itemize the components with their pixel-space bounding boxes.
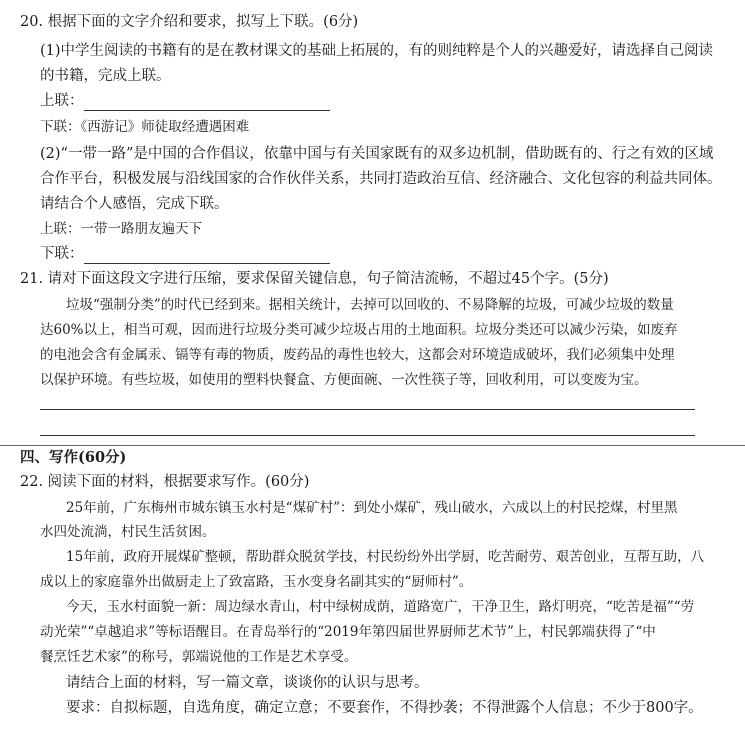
q21-passage-line1: 垃圾“强制分类”的时代已经到来。据相关统计，去掉可以回收的、不易降解的垃圾，可减少垃圾的数量 [66,297,674,313]
q22-material-a-line1: 25年前，广东梅州市城东镇玉水村是“煤矿村”：到处小煤矿，残山破水，六成以上的村民挖煤，村里黑 [66,500,678,516]
q21-passage-line4: 以保护环境。有些垃圾，如使用的塑料快餐盒、方便面碗、一次性筷子等，回收利用，可以变废为宝。 [40,372,648,388]
q20-part2-line2: 合作平台，积极发展与沿线国家的合作伙伴关系，共同打造政治互信、经济融合、文化包容的利益共同体。 [40,171,722,187]
q22-material-c-line2: 动光荣”“卓越追求”等标语醒目。在青岛举行的“2019年第四届世界厨师艺术节”上，村民郭端获得了“中 [40,624,656,640]
q20-part2-line1: (2)“一带一路”是中国的合作倡议，依靠中国与有关国家既有的双多边机制，借助既有的、行之有效的区域 [40,146,714,162]
q22-material-b-line2: 成以上的家庭靠外出做厨走上了致富路，玉水变身名副其实的“厨师村”。 [40,574,473,590]
section-divider [0,445,745,446]
q20-upper-label: 上联： [40,93,84,109]
section4-title: 四、写作(60分) [20,449,127,466]
q20-lower-couplet-given: 下联：《西游记》师徒取经遭遇困难 [40,119,250,135]
q22-requirements: 要求：自拟标题，自选角度，确定立意；不要套作，不得抄袭；不得泄露个人信息；不少于800字。 [66,700,703,716]
q22-material-c-line3: 餐烹饪艺术家”的称号，郭端说他的工作是艺术享受。 [40,649,358,665]
q20-part2-line3: 请结合个人感悟，完成下联。 [40,196,229,212]
q22-material-b-line1: 15年前，政府开展煤矿整顿，帮助群众脱贫学技，村民纷纷外出学厨，吃苦耐劳、艰苦创业，互帮互助，八 [66,549,705,565]
q22-prompt: 请结合上面的材料，写一篇文章，谈谈你的认识与思考。 [66,675,429,691]
q22-material-c-line1: 今天，玉水村面貌一新：周边绿水青山，村中绿树成荫，道路宽广，干净卫生，路灯明亮，“吃苦是福”“劳 [66,599,695,615]
q22-material-a-line2: 水四处流淌，村民生活贫困。 [40,524,216,540]
q21-title: 21. 请对下面这段文字进行压缩，要求保留关键信息，句子简洁流畅，不超过45个字。(5分) [20,271,609,287]
q20-lower-label: 下联： [40,246,84,262]
answer-line-1[interactable] [40,409,695,410]
q20-title: 20. 根据下面的文字介绍和要求，拟写上下联。(6分) [20,14,359,30]
answer-blank-lower-couplet[interactable] [84,247,330,264]
answer-line-2[interactable] [40,435,695,436]
q20-upper-couplet-row [40,91,330,111]
q20-part1-line1: (1)中学生阅读的书籍有的是在教材课文的基础上拓展的，有的则纯粹是个人的兴趣爱好，请选择自己阅读 [40,43,714,59]
q21-passage-line3: 的电池会含有金属汞、镉等有毒的物质，废药品的毒性也较大，这都会对环境造成破坏，我们必须集中处理 [40,347,675,363]
q20-lower-couplet-row [40,244,330,264]
q20-part1-line2: 的书籍，完成上联。 [40,68,171,84]
q22-title: 22. 阅读下面的材料，根据要求写作。(60分) [20,474,310,490]
answer-blank-upper-couplet[interactable] [84,94,330,111]
q21-passage-line2: 达60%以上，相当可观，因而进行垃圾分类可减少垃圾占用的土地面积。垃圾分类还可以减少污染，如废弃 [40,322,678,338]
q20-upper-couplet-given: 上联：一带一路朋友遍天下 [40,221,202,237]
